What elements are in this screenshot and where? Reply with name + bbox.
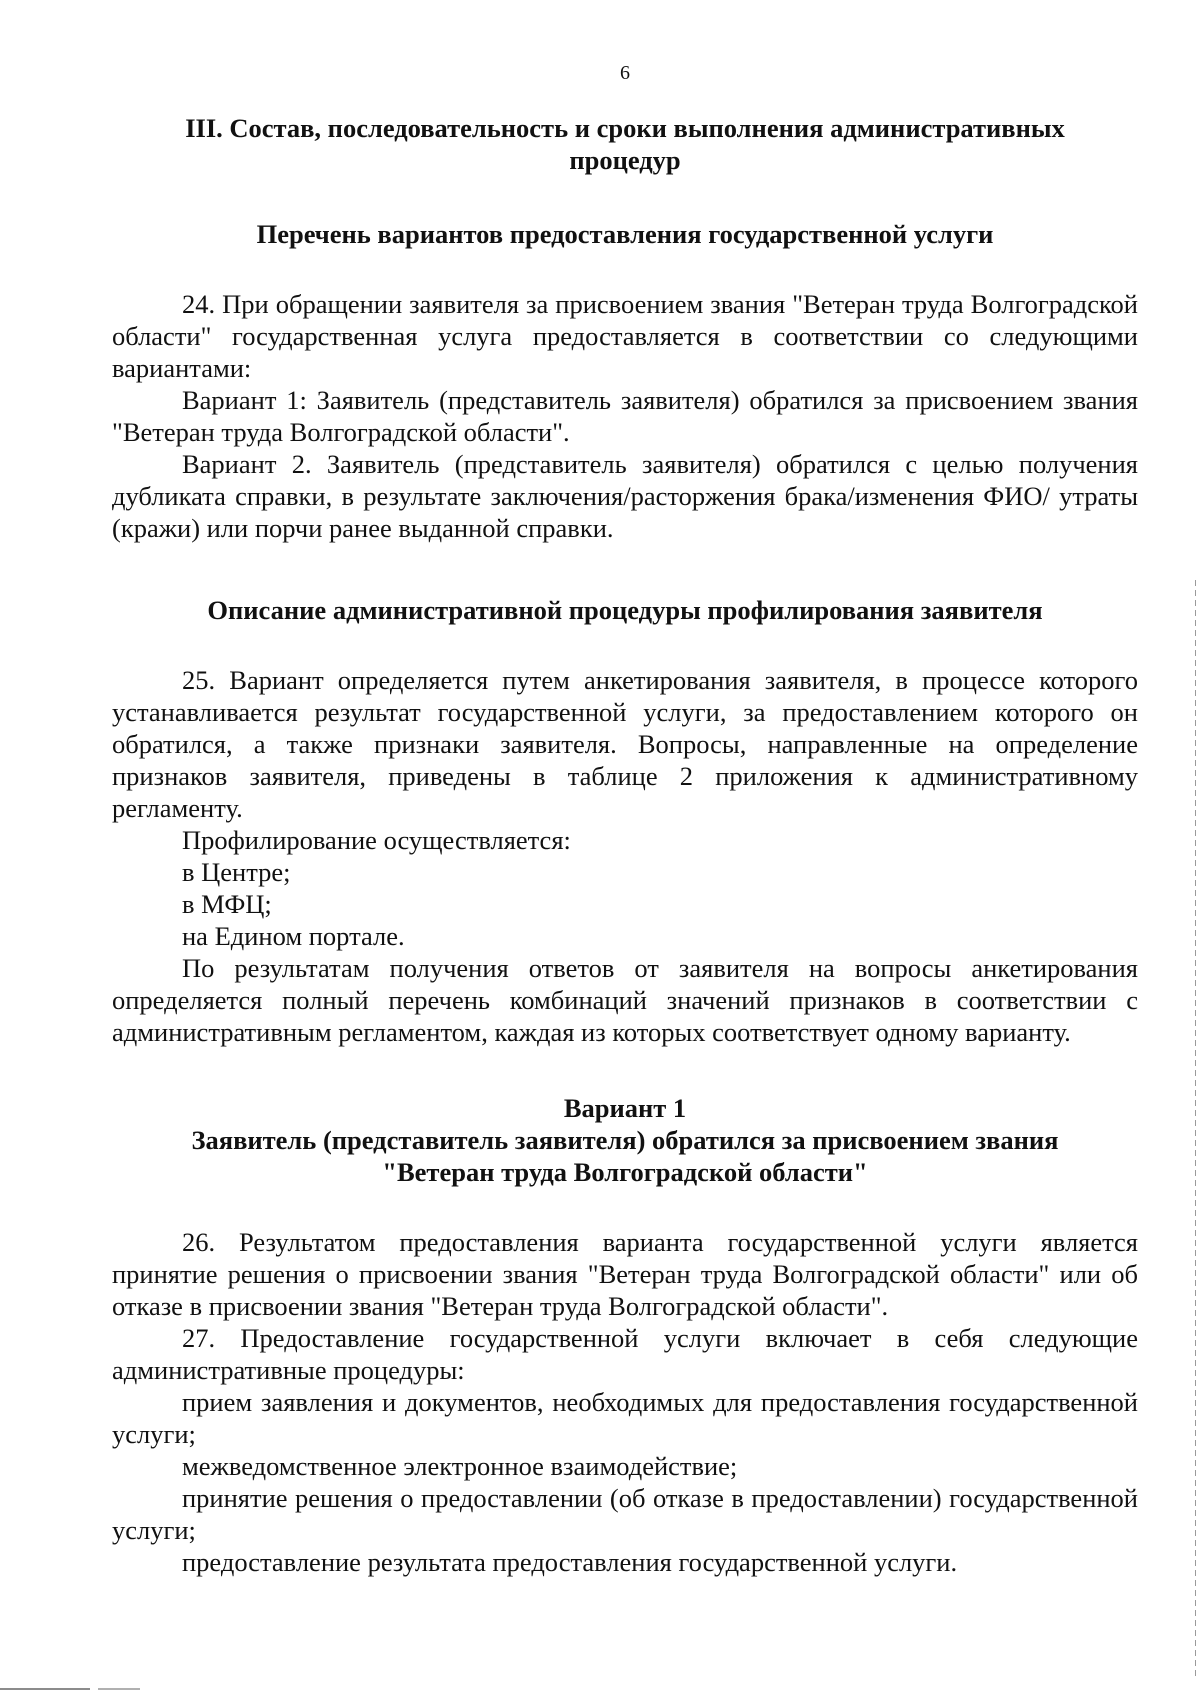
profiling-item: в МФЦ; xyxy=(182,889,272,919)
paragraph-25: 25. Вариант определяется путем анкетирования заявителя, в процессе которого устанавливается результат государственной услуги, за предоставлением которого он обратился, а также признаки заявителя. Вопросы, направленные на определение признаков заявителя, приведены в таблице 2 приложения к административному регламенту. xyxy=(112,665,1138,823)
profiling-item: на Едином портале. xyxy=(182,921,405,951)
variant-subheading-line1: Заявитель (представитель заявителя) обратился за присвоением звания xyxy=(191,1125,1059,1155)
procedure-item: принятие решения о предоставлении (об отказе в предоставлении) государственной услуги; xyxy=(112,1483,1138,1545)
document-body xyxy=(112,112,1138,1578)
variant-1-description: Вариант 1: Заявитель (представитель заявителя) обратился за присвоением звания "Ветеран труда Волгоградской области". xyxy=(112,385,1138,447)
scan-edge-line xyxy=(1195,580,1196,1680)
procedure-item: межведомственное электронное взаимодействие; xyxy=(182,1451,738,1481)
section-title xyxy=(112,112,1138,176)
subheading-profiling: Описание административной процедуры профилирования заявителя xyxy=(207,595,1043,625)
variant-subheading xyxy=(112,1124,1138,1188)
section-title-line1: III. Состав, последовательность и сроки выполнения административных xyxy=(185,113,1065,143)
variant-heading: Вариант 1 xyxy=(563,1093,687,1123)
paragraph-26: 26. Результатом предоставления варианта государственной услуги является принятие решения о присвоении звания "Ветеран труда Волгоградской области" или об отказе в присвоении звания "Ветеран труда Волгоградской области". xyxy=(112,1227,1138,1321)
procedure-item: предоставление результата предоставления государственной услуги. xyxy=(182,1547,958,1577)
procedure-item: прием заявления и документов, необходимых для предоставления государственной услуги; xyxy=(112,1387,1138,1449)
variant-2-description: Вариант 2. Заявитель (представитель заявителя) обратился с целью получения дубликата справки, в результате заключения/расторжения брака/изменения ФИО/ утраты (кражи) или порчи ранее выданной справки. xyxy=(112,449,1138,543)
subheading-variants-list: Перечень вариантов предоставления государственной услуги xyxy=(256,219,994,249)
profiling-item: в Центре; xyxy=(182,857,291,887)
paragraph-24: 24. При обращении заявителя за присвоением звания "Ветеран труда Волгоградской области" государственная услуга предоставляется в соответствии со следующими вариантами: xyxy=(112,289,1138,383)
scan-bottom-line xyxy=(0,1688,140,1690)
page-number: 6 xyxy=(620,62,630,84)
section-title-line2: процедур xyxy=(569,145,681,175)
profiling-intro: Профилирование осуществляется: xyxy=(182,825,571,855)
paragraph-27: 27. Предоставление государственной услуги включает в себя следующие административные процедуры: xyxy=(112,1323,1138,1385)
variant-subheading-line2: "Ветеран труда Волгоградской области" xyxy=(382,1157,868,1187)
paragraph-25-results: По результатам получения ответов от заявителя на вопросы анкетирования определяется полный перечень комбинаций значений признаков в соответствии с административным регламентом, каждая из которых соответствует одному варианту. xyxy=(112,953,1138,1047)
